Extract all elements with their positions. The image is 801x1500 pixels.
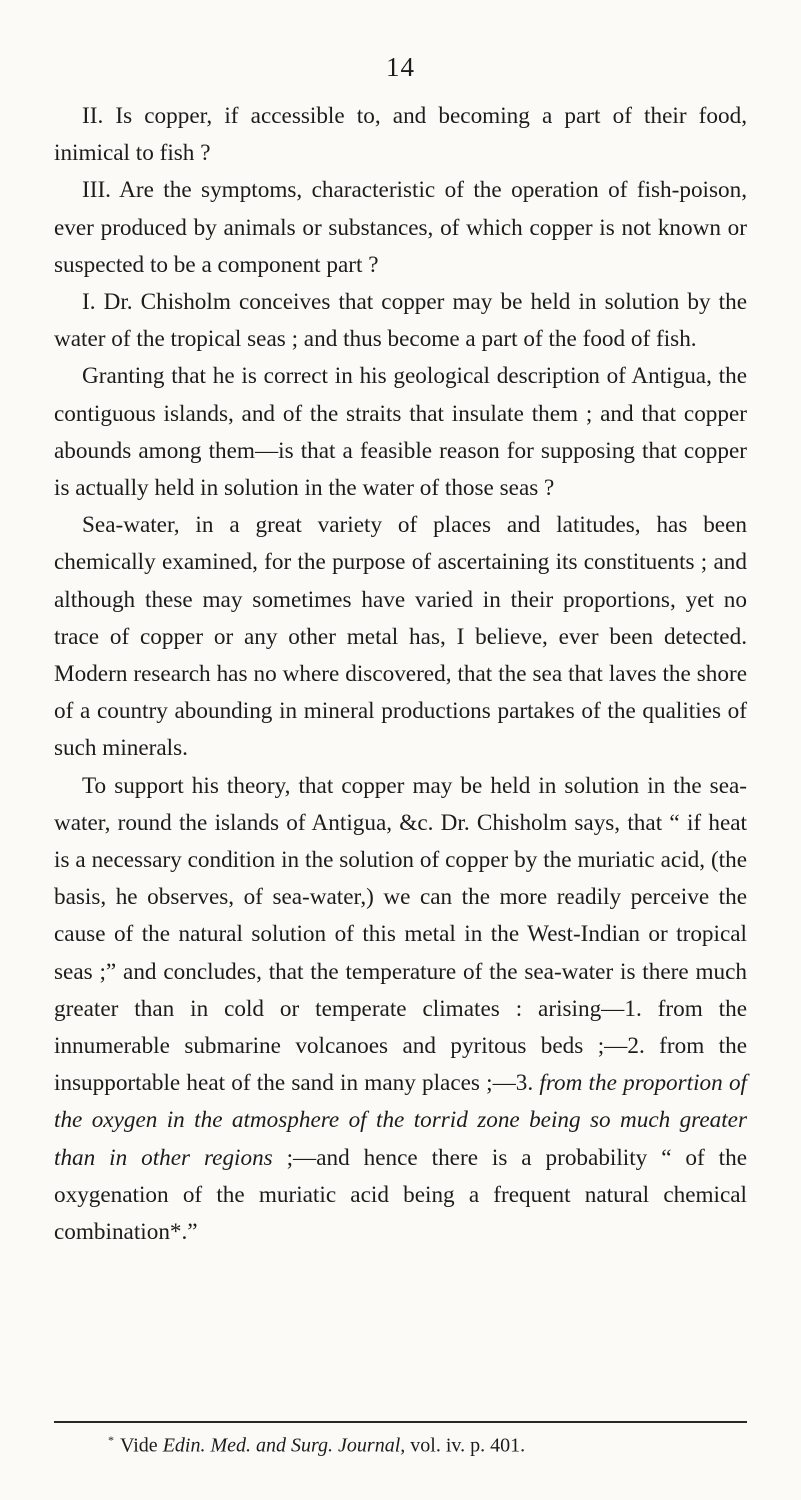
theory-text-start: To support his theory, that copper may be held in solution in the sea-water, round the islands of Antigua, &c. Dr. Chisholm says, that “ if heat is a necessary condition in the solution of copper by the muriatic acid, (the basis, he observes, of sea-water,) we can the more readily perceive the cause of the natural solution of this metal in the West-Indian or tropical seas ;” and concludes, that the temperature of the sea-water is there much greater than in cold or temperate climates : arising—1. from the innumerable submarine volcanoes and pyritous beds ;—2. from the insupportable heat of the sand in many places ;—3.	[54, 772, 747, 1097]
footnote-marker: *	[108, 1433, 114, 1447]
footnote-suffix: vol. iv. p. 401.	[405, 1434, 526, 1457]
paragraph-geology: Granting that he is correct in his geological description of Antigua, the contiguous islands, and of the straits that insulate them ; and that copper abounds among them—is that a feasible reason for supposing that copper is actually held in solution in the water of those seas ?	[54, 363, 747, 502]
paragraph-question-2: II. Is copper, if accessible to, and becoming a part of their food, inimical to fish ?	[54, 103, 747, 167]
footnote	[108, 1426, 748, 1460]
page-number: 14	[386, 52, 415, 82]
footnote-divider	[54, 1421, 747, 1423]
footnote-prefix: Vide	[120, 1434, 163, 1457]
paragraph-answer-1: I. Dr. Chisholm conceives that copper may be held in solution by the water of the tropical seas ; and thus become a part of the food of fish.	[54, 289, 747, 353]
paragraph-question-3: III. Are the symptoms, characteristic of the operation of fish-poison, ever produced by animals or substances, of which copper is not known or suspected to be a component part ?	[54, 177, 747, 278]
theory-text-end: ;—and hence there is a probability “ of the oxygenation of the muriatic acid being a frequent natural chemical combination*.”	[54, 1144, 747, 1246]
theory-text-italic: from the proportion of the oxygen in the atmosphere of the torrid zone being so much greater than in other regions	[54, 1070, 747, 1171]
paragraph-theory	[54, 768, 747, 1252]
paragraph-sea-water: Sea-water, in a great variety of places and latitudes, has been chemically examined, for the purpose of ascertaining its constituents ; and although these may sometimes have varied in their proportions, yet no trace of copper or any other metal has, I believe, ever been detected. Modern research has no where discovered, that the sea that laves the shore of a country abounding in mineral productions partakes of the qualities of such minerals.	[54, 512, 747, 762]
footnote-journal: Edin. Med. and Surg. Journal,	[162, 1434, 406, 1457]
body-text	[54, 98, 747, 1251]
